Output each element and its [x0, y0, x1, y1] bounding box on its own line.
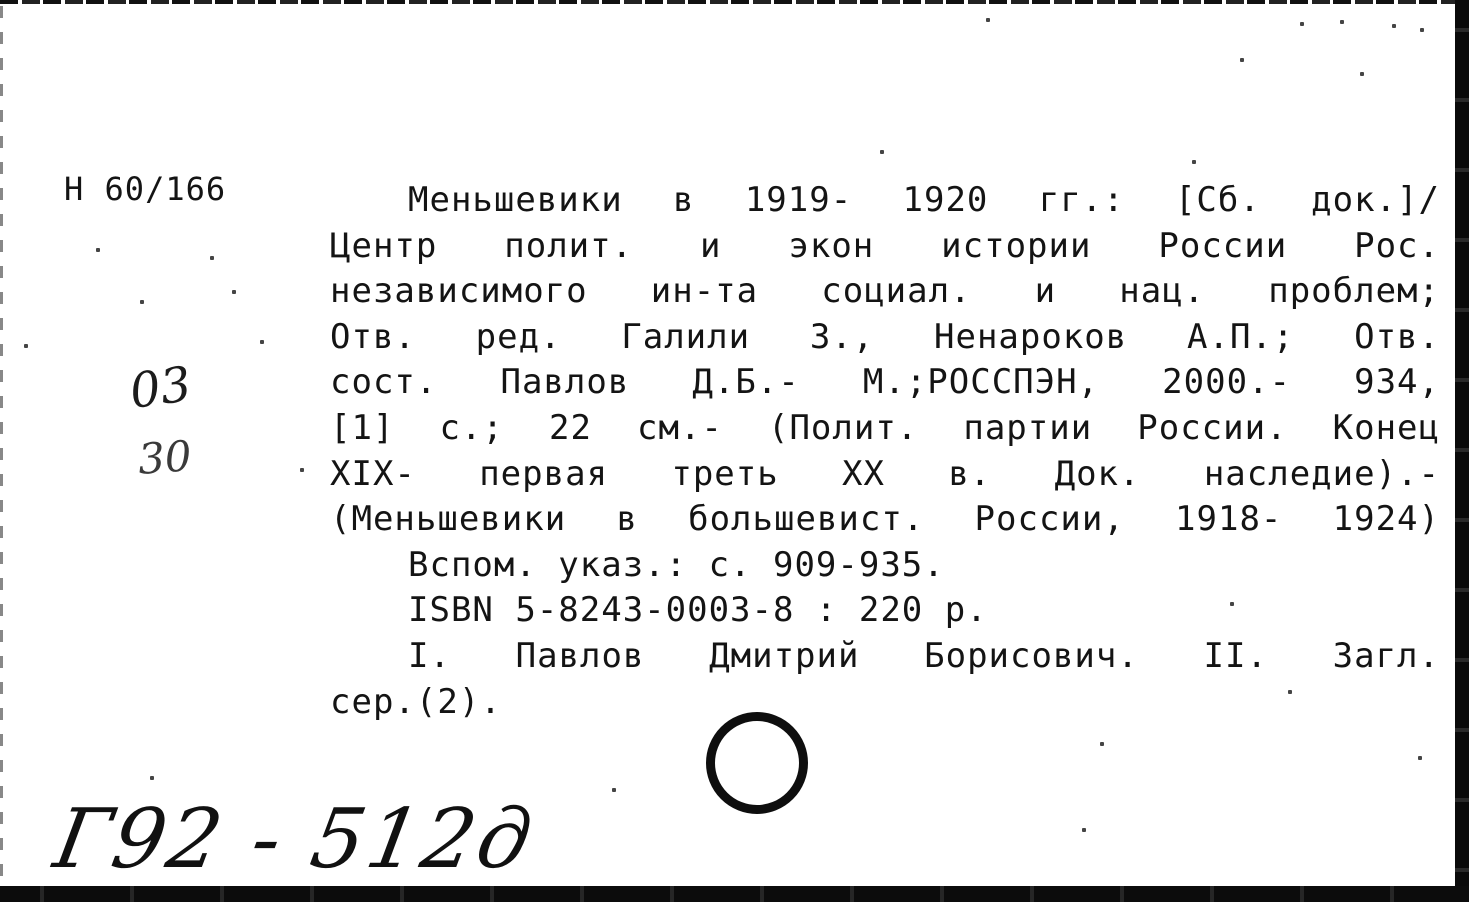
index-note: Вспом. указ.: с. 909-935. — [408, 544, 945, 585]
speck — [232, 290, 236, 294]
speck — [1240, 58, 1244, 62]
speck — [1420, 28, 1424, 32]
isbn-line: ISBN 5-8243-0003-8 : 220 р. — [408, 590, 988, 631]
card-bottom-edge — [0, 886, 1469, 902]
speck — [1192, 160, 1196, 164]
catalog-entry — [330, 178, 1440, 725]
entry-line: независимого ин-та социал. и нац. проблем; — [330, 271, 1440, 312]
speck — [96, 248, 100, 252]
speck — [1360, 72, 1364, 76]
speck — [24, 344, 28, 348]
speck — [300, 468, 304, 472]
speck — [1288, 690, 1292, 694]
tracings-line: I. Павлов Дмитрий Борисович. II. Загл. — [408, 635, 1440, 676]
card-top-edge — [0, 0, 1469, 4]
speck — [1082, 828, 1086, 832]
card-right-edge — [1455, 0, 1469, 902]
speck — [210, 256, 214, 260]
speck — [260, 340, 264, 344]
card-left-edge — [0, 0, 3, 902]
speck — [1340, 20, 1344, 24]
entry-line: (Меньшевики в большевист. России, 1918- 1924) — [330, 499, 1440, 540]
speck — [986, 18, 990, 22]
speck — [612, 788, 616, 792]
tracings-continuation: сер.(2). — [330, 681, 502, 722]
entry-line: Отв. ред. Галили З., Ненароков А.П.; Отв. — [330, 316, 1440, 357]
shelf-mark: Н 60/166 — [64, 170, 227, 208]
entry-line: Центр полит. и экон истории России Рос. — [330, 225, 1440, 266]
entry-line-title: Меньшевики в 1919- 1920 гг.: [Сб. док.]/ — [408, 180, 1440, 220]
entry-line: XIX- первая треть XX в. Док. наследие).- — [330, 453, 1440, 494]
speck — [1230, 602, 1234, 606]
speck — [1300, 22, 1304, 26]
handwritten-note-1: 03 — [126, 356, 195, 420]
entry-line: сост. Павлов Д.Б.- М.;РОССПЭН, 2000.- 934, — [330, 362, 1440, 403]
card-punch-hole — [706, 712, 808, 814]
speck — [1418, 756, 1422, 760]
handwritten-call-number: Г92 - 512д — [47, 792, 542, 887]
speck — [880, 150, 884, 154]
speck — [1392, 24, 1396, 28]
speck — [1100, 742, 1104, 746]
speck — [140, 300, 144, 304]
speck — [150, 776, 154, 780]
entry-line: [1] с.; 22 см.- (Полит. партии России. Конец — [330, 407, 1440, 448]
handwritten-note-2: 30 — [136, 431, 194, 484]
